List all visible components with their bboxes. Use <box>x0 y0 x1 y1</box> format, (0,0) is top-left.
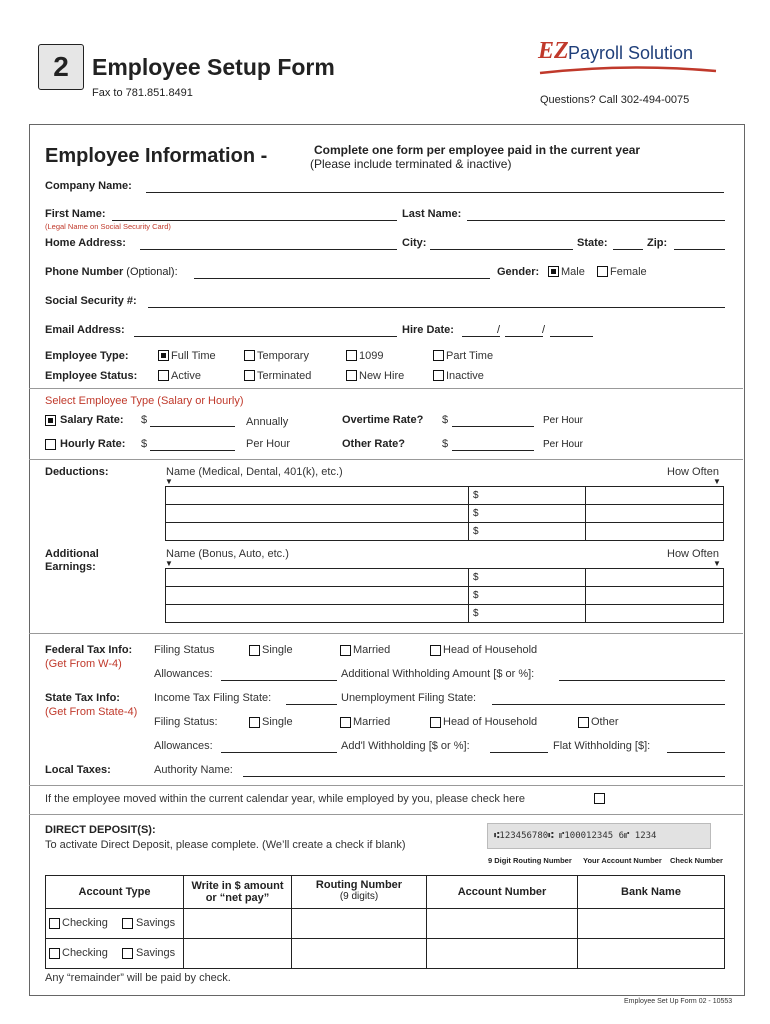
check-sample <box>487 823 711 849</box>
remainder-note: Any “remainder” will be paid by check. <box>45 972 231 984</box>
state-married-checkbox[interactable] <box>340 717 351 728</box>
hire-day-input[interactable] <box>505 336 543 337</box>
logo-text: Payroll Solution <box>568 43 694 63</box>
type-temporary-label: Temporary <box>257 350 309 362</box>
federal-married-checkbox[interactable] <box>340 645 351 656</box>
state-addl-input[interactable] <box>490 752 548 753</box>
deduction-dollar: $ <box>473 508 479 519</box>
email-label: Email Address: <box>45 324 125 336</box>
type-temporary-checkbox[interactable] <box>244 350 255 361</box>
deduction-often-cell[interactable] <box>586 505 724 523</box>
row2-checking-label: Checking <box>62 947 108 959</box>
hire-date-label: Hire Date: <box>402 324 454 336</box>
local-taxes-label: Local Taxes: <box>45 764 111 776</box>
type-parttime-checkbox[interactable] <box>433 350 444 361</box>
row2-savings-label: Savings <box>136 947 176 959</box>
earning-amount-cell[interactable] <box>469 569 586 587</box>
deduction-dollar: $ <box>473 490 479 501</box>
state-allowances-label: Allowances: <box>154 740 213 752</box>
phone-optional: (Optional): <box>126 266 178 278</box>
hire-year-input[interactable] <box>550 336 593 337</box>
earning-amount-cell[interactable] <box>469 605 586 623</box>
step-badge: 2 <box>38 44 84 90</box>
account-type-cell <box>46 909 184 939</box>
account-number-cell[interactable] <box>427 909 578 939</box>
account-type-cell <box>46 939 184 969</box>
divider-4 <box>29 785 743 786</box>
state-head-checkbox[interactable] <box>430 717 441 728</box>
status-terminated-label: Terminated <box>257 370 312 382</box>
earning-often-cell[interactable] <box>586 587 724 605</box>
unemployment-state-label: Unemployment Filing State: <box>341 692 477 704</box>
salary-annually: Annually <box>246 416 289 428</box>
fax-number: Fax to 781.851.8491 <box>92 87 193 99</box>
deductions-arrow-left-icon: ▼ <box>165 477 173 486</box>
last-name-label: Last Name: <box>402 208 462 220</box>
overtime-dollar: $ <box>442 414 449 426</box>
direct-deposit-title: DIRECT DEPOSIT(S): <box>45 824 156 836</box>
first-name-label: First Name: <box>45 208 106 220</box>
bank-name-cell[interactable] <box>578 939 725 969</box>
first-name-input[interactable] <box>112 220 397 221</box>
income-tax-state-input[interactable] <box>286 704 337 705</box>
state-tax-sub: (Get From State-4) <box>45 706 138 718</box>
divider-5 <box>29 814 743 815</box>
earnings-arrow-left-icon: ▼ <box>165 559 173 568</box>
federal-single-label: Single <box>262 644 293 656</box>
authority-name-input[interactable] <box>243 776 725 777</box>
status-terminated-checkbox[interactable] <box>244 370 255 381</box>
hourly-rate-input[interactable] <box>150 450 235 451</box>
direct-deposit-note: To activate Direct Deposit, please complete. (We’ll create a check if blank) <box>45 839 406 851</box>
moved-note: If the employee moved within the current calendar year, while employed by you, please check here <box>45 793 525 805</box>
last-name-input[interactable] <box>467 220 725 221</box>
federal-allowances-input[interactable] <box>221 680 337 681</box>
other-rate-input[interactable] <box>452 450 534 451</box>
status-newhire-checkbox[interactable] <box>346 370 357 381</box>
section-title: Employee Information - <box>45 145 268 167</box>
col-account-number: Account Number <box>427 876 578 909</box>
hire-month-input[interactable] <box>462 336 500 337</box>
col-write-line2: or “net pay” <box>205 892 270 904</box>
hire-slash-2: / <box>542 324 546 336</box>
deposit-row <box>46 909 725 939</box>
deduction-name-cell[interactable] <box>166 505 469 523</box>
amount-cell[interactable] <box>184 939 292 969</box>
deductions-how-often: How Often <box>667 466 719 478</box>
type-fulltime-label: Full Time <box>171 350 216 362</box>
gender-male-checkbox[interactable] <box>548 266 559 277</box>
federal-single-checkbox[interactable] <box>249 645 260 656</box>
other-per-hour: Per Hour <box>543 439 584 450</box>
state-filing-status: Filing Status: <box>154 716 218 728</box>
routing-cell[interactable] <box>292 939 427 969</box>
unemployment-state-input[interactable] <box>492 704 725 705</box>
phone-input[interactable] <box>194 278 490 279</box>
phone-label-text: Phone Number <box>45 266 124 278</box>
earning-name-cell[interactable] <box>166 587 469 605</box>
deduction-amount-cell[interactable] <box>469 505 586 523</box>
col-write-line1: Write in $ amount <box>191 880 284 892</box>
status-newhire-label: New Hire <box>359 370 405 382</box>
earnings-arrow-right-icon: ▼ <box>713 559 721 568</box>
type-parttime-label: Part Time <box>446 350 494 362</box>
state-single-checkbox[interactable] <box>249 717 260 728</box>
company-logo <box>538 38 718 78</box>
account-number-cell[interactable] <box>427 939 578 969</box>
col-write-amount <box>184 876 292 909</box>
footer-form-id: Employee Set Up Form 02 - 10553 <box>624 998 733 1005</box>
earnings-label <box>45 548 99 574</box>
federal-additional-input[interactable] <box>559 680 725 681</box>
row2-savings-checkbox[interactable] <box>122 948 133 959</box>
salary-checkbox[interactable] <box>45 415 56 426</box>
select-type-note: Select Employee Type (Salary or Hourly) <box>45 395 244 407</box>
earning-dollar: $ <box>473 590 479 601</box>
divider-3 <box>29 633 743 634</box>
federal-allowances-label: Allowances: <box>154 668 213 680</box>
state-other-checkbox[interactable] <box>578 717 589 728</box>
salary-dollar: $ <box>141 414 148 426</box>
city-input[interactable] <box>430 249 573 250</box>
moved-checkbox[interactable] <box>594 793 605 804</box>
section-note: Complete one form per employee paid in the current year <box>314 143 641 157</box>
deposit-row <box>46 939 725 969</box>
col-bank-name: Bank Name <box>578 876 725 909</box>
earning-name-cell[interactable] <box>166 605 469 623</box>
routing-cell[interactable] <box>292 909 427 939</box>
ssn-input[interactable] <box>148 307 725 308</box>
deduction-amount-cell[interactable] <box>469 487 586 505</box>
account-caption: Your Account Number <box>583 856 662 865</box>
check-micr-line: ⑆123456780⑆ ⑈100012345 6⑈ 1234 <box>494 831 657 841</box>
earnings-label-line2: Earnings: <box>45 561 96 573</box>
type-fulltime-checkbox[interactable] <box>158 350 169 361</box>
routing-caption: 9 Digit Routing Number <box>488 856 572 865</box>
gender-label: Gender: <box>497 266 540 278</box>
state-flat-input[interactable] <box>667 752 725 753</box>
federal-married-label: Married <box>353 644 391 656</box>
city-label: City: <box>402 237 427 249</box>
gender-female-checkbox[interactable] <box>597 266 608 277</box>
federal-head-label: Head of Household <box>443 644 538 656</box>
deductions-arrow-right-icon: ▼ <box>713 477 721 486</box>
hire-slash-1: / <box>497 324 501 336</box>
federal-additional-label: Additional Withholding Amount [$ or %]: <box>341 668 535 680</box>
hourly-per-hour: Per Hour <box>246 438 291 450</box>
gender-male-label: Male <box>561 266 585 278</box>
deduction-name-cell[interactable] <box>166 487 469 505</box>
federal-tax-label: Federal Tax Info: <box>45 644 133 656</box>
other-rate-label: Other Rate? <box>342 438 405 450</box>
deduction-often-cell[interactable] <box>586 523 724 541</box>
divider-2 <box>29 459 743 460</box>
divider-1 <box>29 388 743 389</box>
overtime-per-hour: Per Hour <box>543 415 584 426</box>
phone-label <box>45 266 178 278</box>
col-routing-line1: Routing Number <box>315 879 403 891</box>
form-box <box>29 124 745 996</box>
hourly-checkbox[interactable] <box>45 439 56 450</box>
bank-name-cell[interactable] <box>578 909 725 939</box>
row1-checking-label: Checking <box>62 917 108 929</box>
deduction-dollar: $ <box>473 526 479 537</box>
home-address-input[interactable] <box>140 249 397 250</box>
state-head-label: Head of Household <box>443 716 538 728</box>
email-input[interactable] <box>134 336 397 337</box>
home-address-label: Home Address: <box>45 237 126 249</box>
row1-checking-checkbox[interactable] <box>49 918 60 929</box>
deduction-name-cell[interactable] <box>166 523 469 541</box>
section-note-2: (Please include terminated & inactive) <box>310 157 512 171</box>
legal-name-note: (Legal Name on Social Security Card) <box>45 222 171 231</box>
earnings-table <box>165 568 724 623</box>
type-1099-checkbox[interactable] <box>346 350 357 361</box>
logo-swoosh-icon <box>538 65 718 77</box>
state-tax-label: State Tax Info: <box>45 692 120 704</box>
earning-name-cell[interactable] <box>166 569 469 587</box>
check-caption: Check Number <box>670 856 723 865</box>
col-account-type: Account Type <box>46 876 184 909</box>
salary-rate-label: Salary Rate: <box>60 414 124 426</box>
authority-name-label: Authority Name: <box>154 764 233 776</box>
zip-label: Zip: <box>647 237 668 249</box>
overtime-rate-input[interactable] <box>452 426 534 427</box>
state-single-label: Single <box>262 716 293 728</box>
zip-input[interactable] <box>674 249 725 250</box>
earning-dollar: $ <box>473 608 479 619</box>
federal-head-checkbox[interactable] <box>430 645 441 656</box>
status-active-checkbox[interactable] <box>158 370 169 381</box>
earnings-name-header: Name (Bonus, Auto, etc.) <box>166 548 289 560</box>
status-inactive-label: Inactive <box>446 370 484 382</box>
employee-status-label: Employee Status: <box>45 370 138 382</box>
state-allowances-input[interactable] <box>221 752 337 753</box>
gender-female-label: Female <box>610 266 647 278</box>
salary-rate-input[interactable] <box>150 426 235 427</box>
form-title: Employee Setup Form <box>92 54 335 80</box>
federal-tax-sub: (Get From W-4) <box>45 658 122 670</box>
income-tax-state-label: Income Tax Filing State: <box>154 692 272 704</box>
type-1099-label: 1099 <box>359 350 384 362</box>
row1-savings-label: Savings <box>136 917 176 929</box>
row2-checking-checkbox[interactable] <box>49 948 60 959</box>
ssn-label: Social Security #: <box>45 295 137 307</box>
col-routing-number <box>292 876 427 909</box>
federal-filing-status: Filing Status <box>154 644 215 656</box>
state-input[interactable] <box>613 249 643 250</box>
state-other-label: Other <box>591 716 619 728</box>
questions-phone: Questions? Call 302-494-0075 <box>540 94 690 106</box>
status-active-label: Active <box>171 370 201 382</box>
deduction-amount-cell[interactable] <box>469 523 586 541</box>
earning-often-cell[interactable] <box>586 605 724 623</box>
amount-cell[interactable] <box>184 909 292 939</box>
state-label: State: <box>577 237 608 249</box>
company-name-label: Company Name: <box>45 180 132 192</box>
col-routing-line2: (9 digits) <box>339 891 379 902</box>
earnings-how-often: How Often <box>667 548 719 560</box>
employee-type-label: Employee Type: <box>45 350 129 362</box>
hourly-rate-label: Hourly Rate: <box>60 438 126 450</box>
logo-ez: EZ <box>538 38 569 64</box>
state-flat-label: Flat Withholding [$]: <box>553 740 651 752</box>
deduction-often-cell[interactable] <box>586 487 724 505</box>
earning-amount-cell[interactable] <box>469 587 586 605</box>
row1-savings-checkbox[interactable] <box>122 918 133 929</box>
deductions-table <box>165 486 724 541</box>
deductions-label: Deductions: <box>45 466 109 478</box>
state-married-label: Married <box>353 716 391 728</box>
status-inactive-checkbox[interactable] <box>433 370 444 381</box>
state-addl-label: Add'l Withholding [$ or %]: <box>341 740 470 752</box>
earnings-label-line1: Additional <box>45 548 99 560</box>
earning-often-cell[interactable] <box>586 569 724 587</box>
deductions-name-header: Name (Medical, Dental, 401(k), etc.) <box>166 466 343 478</box>
other-dollar: $ <box>442 438 449 450</box>
hourly-dollar: $ <box>141 438 148 450</box>
overtime-rate-label: Overtime Rate? <box>342 414 424 426</box>
company-name-input[interactable] <box>146 192 724 193</box>
direct-deposit-table <box>45 875 725 969</box>
earning-dollar: $ <box>473 572 479 583</box>
